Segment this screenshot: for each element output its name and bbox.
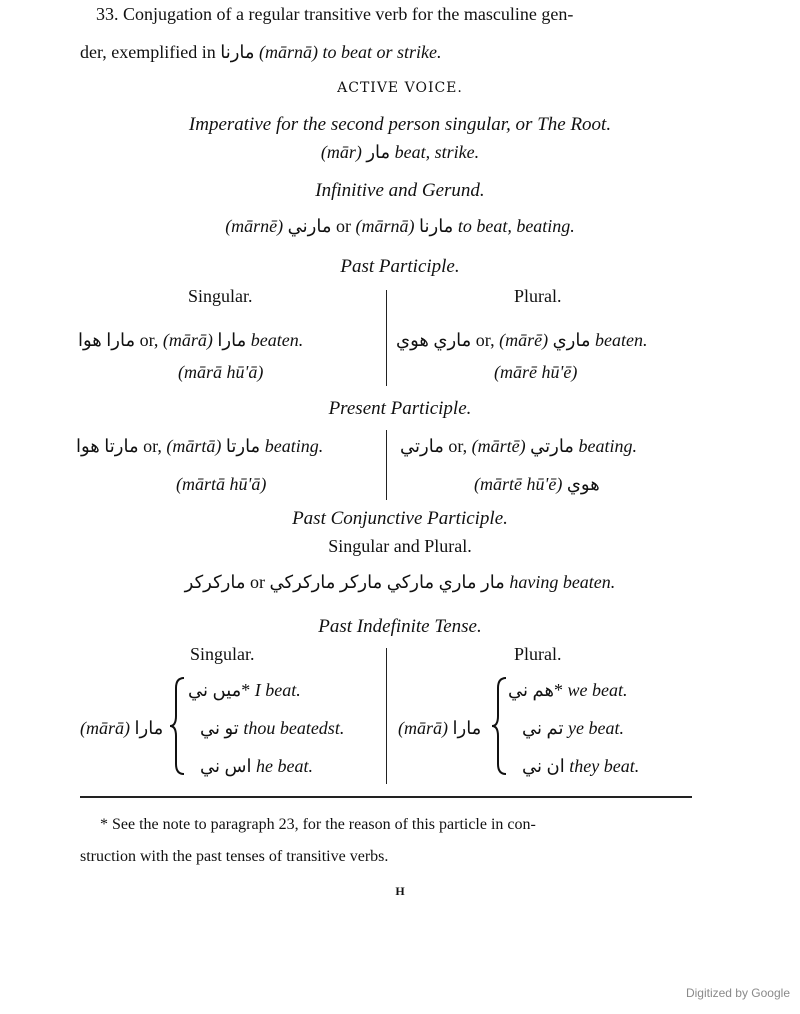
pcp-or: or (250, 572, 265, 592)
prp-sing-translit: (mārtā) (166, 436, 222, 456)
footnote-rule (80, 796, 692, 798)
prp-sing-arabic: مارتا هوا (76, 436, 139, 456)
pp-singular-label: Singular. (188, 286, 253, 306)
pit-sing-brace (168, 676, 186, 776)
heading-arabic: مارنا (220, 42, 255, 62)
footnote-line-1: * See the note to paragraph 23, for the reason of this particle in con- (100, 816, 536, 833)
pit-sing-stem (80, 718, 163, 739)
pit-pl-brace (490, 676, 508, 776)
prp-plural-line (400, 436, 637, 457)
pit-divider (386, 648, 387, 784)
heading-line-2 (80, 42, 442, 63)
prp-sing-translit-2: (mārtā hū'ā) (176, 474, 267, 494)
infinitive-or: or (336, 216, 352, 236)
infinitive-translit-1: (mārnē) (225, 216, 284, 236)
pit-pl-1-arabic: *هم ني (508, 680, 563, 700)
pit-plural-label: Plural. (514, 644, 562, 664)
prp-pl-arabic: مارتي (400, 436, 444, 456)
imperative-title: Imperative for the second person singular, or The Root. (188, 114, 612, 135)
pit-pl-stem-arabic: مارا (452, 718, 482, 738)
prp-pl-arabic-2: مارتي (530, 436, 574, 456)
heading-gloss: to beat or strike. (322, 42, 442, 62)
pcp-arabic-forms: مار ماري ماركي ماركر ماركركي (269, 572, 505, 592)
pp-sing-arabic: مارا هوا (78, 330, 136, 350)
pit-sing-3-arabic: اس ني (200, 756, 252, 776)
pp-plural-line (396, 330, 647, 351)
pp-sing-or: or, (139, 330, 159, 350)
prp-sing-or: or, (143, 436, 162, 456)
infinitive-gloss: to beat, beating. (457, 216, 575, 236)
past-conjunctive-title: Past Conjunctive Participle. (292, 508, 508, 529)
pp-pl-arabic: ماري هوي (396, 330, 472, 350)
prp-pl-arabic-3: هوي (566, 474, 600, 494)
pit-sing-row-1 (188, 680, 301, 701)
pcp-gloss: having beaten. (509, 572, 616, 592)
pit-pl-stem-translit: (mārā) (398, 718, 448, 738)
pp-pl-translit-2: (mārē hū'ē) (494, 362, 578, 382)
infinitive-title: Infinitive and Gerund. (315, 180, 485, 201)
pp-singular-line (78, 330, 303, 351)
pit-sing-1-gloss: I beat. (254, 680, 301, 700)
imperative-gloss: beat, strike. (394, 142, 480, 162)
pp-pl-translit: (mārē) (499, 330, 549, 350)
footnote-line-2: struction with the past tenses of transitive verbs. (80, 848, 389, 865)
prp-pl-or: or, (448, 436, 468, 456)
pp-sing-arabic-2: مارا (217, 330, 247, 350)
infinitive-translit-2: (mārnā) (355, 216, 415, 236)
prp-pl-line-2 (474, 474, 600, 495)
digitized-watermark: Digitized by Google (685, 986, 790, 1000)
prp-sing-gloss: beating. (264, 436, 324, 456)
prp-pl-translit-2: (mārtē hū'ē) (474, 474, 563, 494)
prp-divider (386, 430, 387, 500)
pp-sing-translit: (mārā) (162, 330, 213, 350)
pit-sing-2-arabic: تو ني (200, 718, 239, 738)
infinitive-arabic-1: مارني (287, 216, 332, 236)
pp-pl-arabic-2: ماري (552, 330, 591, 350)
imperative-line (0, 142, 800, 163)
prp-singular-line (76, 436, 323, 457)
pp-pl-gloss: beaten. (594, 330, 648, 350)
pit-sing-row-2 (200, 718, 344, 739)
pit-pl-2-arabic: تم ني (522, 718, 564, 738)
past-conjunctive-line (0, 572, 800, 593)
prp-sing-arabic-2: مارتا (225, 436, 261, 456)
prp-pl-translit: (mārtē) (471, 436, 526, 456)
imperative-arabic: مار (366, 142, 391, 162)
past-conjunctive-subtitle: Singular and Plural. (328, 536, 472, 556)
prp-pl-gloss: beating. (578, 436, 637, 456)
pit-singular-label: Singular. (190, 644, 255, 664)
pit-pl-3-arabic: ان ني (522, 756, 565, 776)
pit-pl-row-1 (508, 680, 627, 701)
pp-divider (386, 290, 387, 386)
pp-plural-label: Plural. (514, 286, 562, 306)
imperative-translit: (mār) (320, 142, 362, 162)
pp-sing-gloss: beaten. (250, 330, 304, 350)
heading-pre: der, exemplified in (80, 42, 216, 62)
pit-sing-2-gloss: thou beatedst. (243, 718, 345, 738)
pp-pl-or: or, (475, 330, 495, 350)
infinitive-arabic-2: مارنا (419, 216, 454, 236)
page-signature: H (395, 884, 405, 898)
pit-sing-1-arabic: *ميں ني (188, 680, 251, 700)
heading-translit: (mārnā) (259, 42, 319, 62)
pit-sing-stem-arabic: مارا (134, 718, 164, 738)
pit-pl-1-gloss: we beat. (567, 680, 628, 700)
past-participle-title: Past Participle. (340, 256, 460, 277)
pit-pl-row-2 (522, 718, 624, 739)
pit-sing-stem-translit: (mārā) (80, 718, 130, 738)
infinitive-line (0, 216, 800, 237)
active-voice-heading: ACTIVE VOICE. (337, 80, 463, 96)
pit-sing-row-3 (200, 756, 313, 777)
pit-pl-stem (398, 718, 481, 739)
present-participle-title: Present Participle. (328, 398, 472, 419)
pp-sing-translit-2: (mārā hū'ā) (178, 362, 264, 382)
pit-pl-3-gloss: they beat. (569, 756, 640, 776)
pit-pl-2-gloss: ye beat. (568, 718, 624, 738)
heading-line-1: 33. Conjugation of a regular transitive verb for the masculine gen- (96, 4, 574, 24)
pcp-arabic-last: ماركركر (184, 572, 246, 592)
pit-sing-3-gloss: he beat. (256, 756, 313, 776)
pit-pl-row-3 (522, 756, 639, 777)
past-indefinite-title: Past Indefinite Tense. (318, 616, 482, 637)
